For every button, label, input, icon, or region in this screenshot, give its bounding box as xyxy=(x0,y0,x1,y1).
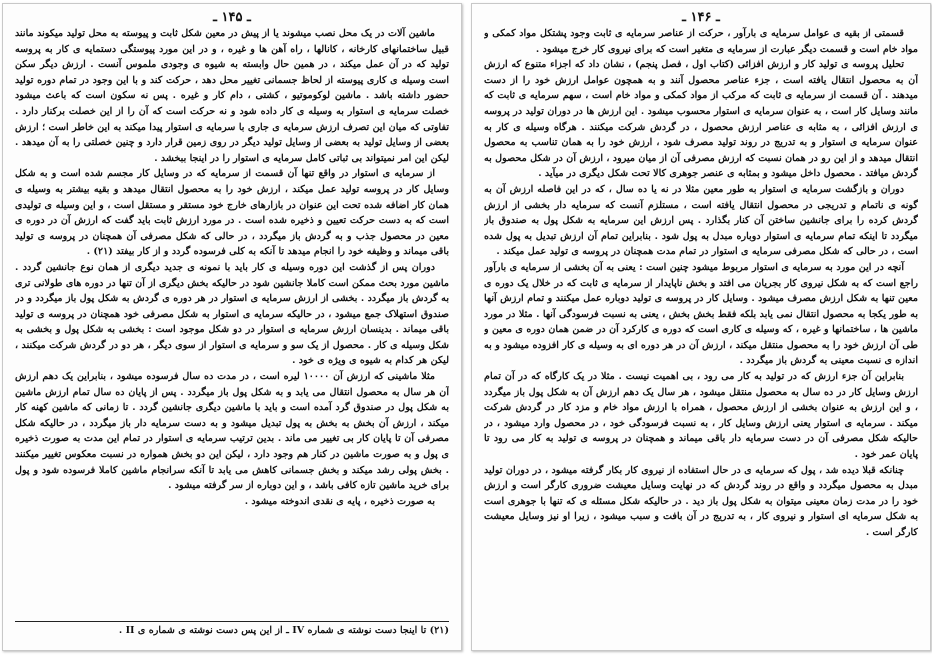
paragraph: دوران پس از گذشت این دوره وسیله ی کار باید با نمونه ی جدید دیگری از همان نوع جانشین گردد . ماشین مورد بحث ممکن است کاملا جانشین شود در حالیکه بخش دیگری از آن تنها در دوره های طولانی تری به گردش باز میگردد . بخشی از ارزش سرمایه ی استوار در هر دوره ی گردش به شکل پول باز میگردد و در صندوق استهلاک جمع میشود ، در حالیکه سرمایه ی استوار به شکل مصرفی خود همچنان در پروسه ی تولید باقی میماند . بدینسان ارزش سرمایه ی استوار در دو شکل موجود است : بخشی به شکل پول و بخشی به شکل وسیله ی کار . محصول از یک سو و سرمایه ی استوار از سوی دیگر ، هر دو در گردش شرکت میکنند ، لیکن هر کدام به شیوه ی ویژه ی خود . xyxy=(15,261,449,367)
page-number: ـ ۱۴۶ ـ xyxy=(682,10,720,25)
page-number: ـ ۱۴۵ ـ xyxy=(213,10,251,25)
body-text xyxy=(484,26,918,636)
footnote-divider xyxy=(15,621,449,622)
right-page xyxy=(471,3,931,651)
body-text xyxy=(15,26,449,618)
paragraph: دوران و بازگشت سرمایه ی استوار به طور معین مثلا در نه یا ده سال ، که در این فاصله ارزش آن به گونه ی ناتمام و تدریجی در محصول انتقال یافته است ، مستلزم آنست که سرمایه دار بخشی از ارزش گردش کرده را برای جانشین ساختن آن کنار بگذارد . پس ارزش این سرمایه به شکل پول به صندوق باز میگردد تا اینکه تمام سرمایه ی استوار دوباره مبدل به پول شود . بنابراین تمام آن ارزش تبدیل به پول شده است ، در حالی که شکل مصرفی سرمایه ی استوار در تمام مدت همچنان در پروسه ی تولید عمل میکند . xyxy=(484,183,918,258)
paragraph: قسمتی از بقیه ی عوامل سرمایه ی بارآور ، حرکت از عناصر سرمایه ی ثابت وجود پشتکل مواد کمکی و مواد خام است و قسمت دیگر عبارت از سرمایه ی متغیر است که برای نیروی کار خرج میشود . xyxy=(484,28,918,55)
left-page xyxy=(2,3,462,651)
footnote: (۲۱) تا اینجا دست نوشته ی شماره IV ـ از این پس دست نوشته ی شماره ی II . xyxy=(118,625,449,636)
paragraph: آنچه در این مورد به سرمایه ی استوار مربوط میشود چنین است : یعنی به آن بخشی از سرمایه ی بارآور راجع است که به شکل نیروی کار بجریان می افتد و بخش ناپایدار از سرمایه ی ثابت که در خلال یک دوره ی معین تنها به شکل ارزش مصرف میشود . وسایل کار در پروسه ی تولید دوباره عمل میکنند و تمام ارزش آنها به طور یکجا به محصول انتقال نمی یابد بلکه فقط بخش بخش ، یعنی به نسبت فرسودگی آنها . مثلا در مورد ماشین ها ، ساختمانها و غیره ، که وسیله ی کاری است که دوره ی کارکرد آن در ضمن همان دوره ی معین و طی آن ارزش خود را به محصول منتقل میکند ، ارزش آن در هر دوره ای به وسیله ی کار افزوده میشود و به اندازه ی نسبت معینی به گردش باز میگردد . xyxy=(484,261,918,367)
paragraph: ماشین آلات در یک محل نصب میشوند یا از پیش در معین شکل ثابت و پیوسته به محل تولید میکوند مانند قبیل ساختمانهای کارخانه ، کانالها ، راه آهن ها و غیره ، و در این مورد پیوستگی دستمایه ی کار به پروسه تولید که در آن عمل میکند ، در همین حال وابسته به شیوه ی وجودی ملموس آنست . ارزش دیگر سکن است وسیله ی کاری پیوسته از لحاظ جسمانی تغییر محل دهد ، حرکت کند و با این وجود در تمام دوره تولید حضور داشته باشد . ماشین لوکوموتیو ، کشتی ، دام کار و غیره . پس نه سکون است که باعث میشود خصلت سرمایه ی استوار به وسیله ی کار داده شود و نه حرکت است که آن را از این خصلت برکنار دارد . تفاوتی که میان این تصرف ارزش سرمایه ی جاری با سرمایه ی استوار پیدا میکند به این خاطر است ؛ ارزش بعضی از وسایل تولید به بعضی از وسایل تولید دیگر در روی زمین قرار دارد و چنین خصلتی را به آن میدهد . لیکن این امر نمیتواند بی ثباتی کامل سرمایه ی استوار را در اینجا ببخشد . xyxy=(15,28,449,164)
paragraph: تحلیل پروسه ی تولید کار و ارزش افزائی (کتاب اول ، فصل پنجم) ، نشان داد که اجزاء متنوع که ارزش آن به محصول انتقال یافته است ، جزء عناصر محصول آنند و به همچون عوامل ارزش خود را از دست میدهند . آن قسمت از سرمایه ی ثابت که مرکب از مواد کمکی و مواد خام است ، سهم سرمایه ی ثابت که مانند وسایل کار است ، به عنوان سرمایه ی استوار محسوب میشود . این ارزش ها در دوران تولید در پروسه ی ارزش افزائی ، به مثابه ی عناصر ارزش محصول ، در گردش شرکت میکنند . هرگاه وسیله ی کار به عنوان سرمایه ی استوار و به تدریج در روند تولید مصرف شود ، ارزش خود را به همان تناسب به محصول انتقال میدهد و از این رو در همان نسبت که ارزش مصرفی آن از میان میرود ، ارزش آن در شکل محصول به گردش میافتد . محصول داخل میشود و بمثابه ی عنصر جوهری کالا تحت شکل دیگری در میآید . xyxy=(484,59,918,180)
paragraph: به صورت ذخیره ، پایه ی نقدی اندوخته میشود . xyxy=(244,495,435,507)
paragraph: چنانکه قبلا دیده شد ، پول که سرمایه ی در حال استفاده از نیروی کار بکار گرفته میشود ، در دوران تولید مبدل به محصول میگردد و واقع در روند گردش که در نهایت وسایل معیشت ضروری کارگر است و ارزش خود را در مدت زمان معینی میتوان به شکل پول باز دید . در حالیکه شکل مسئله ی که تنها با جوهری است به شکل سرمایه ای استوار و نیروی کار ، به تدریج در آن بافت و سبب میشود ، زیرا او نیز وسایل معیشت کارگر است . xyxy=(484,464,918,538)
paragraph: بنابراین آن جزء ارزش که در تولید به کار می رود ، بی اهمیت نیست . مثلا در یک کارگاه که در آن تمام ارزش وسایل کار در ده سال به محصول منتقل میشود ، هر سال یک دهم ارزش آن به شکل پول باز میگردد ، و این ارزش به عنوان بخشی از ارزش محصول ، همراه با ارزش مواد خام و مزد کار در گردش شرکت میکند . سرمایه ی استوار یعنی ارزش وسایل کار ، به نسبت فرسودگی خود ، در محصول وارد میشود ، در حالیکه شکل مصرفی آن در دست سرمایه دار باقی میماند و همچنان در پروسه ی تولید به کار می رود تا پایان عمر خود . xyxy=(484,371,918,461)
paragraph: از سرمایه ی استوار در واقع تنها آن قسمت از سرمایه که در وسایل کار مجسم شده است و به شکل وسایل کار در پروسه تولید عمل میکند ، ارزش خود را به محصول انتقال میدهد و بقیه بیشتر به وسیله ی همان کار اضافه شده تحت این عنوان در بازارهای خارج خود مستقر و مستقل است ، و این وسیله ی تولیدی است که به دست حرکت تعیین و ذخیره شده است . در مورد ارزش ثابت باید گفت که ارزش آن در دوره ی معین در محصول جذب و به گردش باز میگردد ، در حالی که شکل مصرفی آن همچنان در پروسه ی تولید باقی میماند و وظیفه خود را انجام میدهد تا آنکه به کلی فرسوده گردد و از کار بیفتد (۲۱) . xyxy=(15,168,449,258)
paragraph: مثلا ماشینی که ارزش آن ۱۰۰۰۰ لیره است ، در مدت ده سال فرسوده میشود ، بنابراین یک دهم ارزش آن هر سال به محصول انتقال می یابد و به شکل پول باز میگردد . پس از پایان ده سال تمام ارزش ماشین به شکل پول در صندوق گرد آمده است و باید با ماشین دیگری جانشین گردد . تا زمانی که ماشین کهنه کار میکند ، ارزش آن بخش به بخش به پول تبدیل میشود و به دست سرمایه دار باز میگردد ، در حالیکه شکل مصرفی آن تا پایان کار بی تغییر می ماند . بدین ترتیب سرمایه ی استوار در تمام این مدت به صورت ذخیره ی پول و به صورت ماشین در کنار هم وجود دارد ، لیکن این دو بخش همواره در نسبت معکوس تغییر میکنند . بخش پولی رشد میکند و بخش جسمانی کاهش می یابد تا آنکه سرانجام ماشین کاملا فرسوده شود و پول برای خرید ماشین تازه کافی باشد ، و این دوباره از سر گرفته میشود . xyxy=(15,371,449,492)
